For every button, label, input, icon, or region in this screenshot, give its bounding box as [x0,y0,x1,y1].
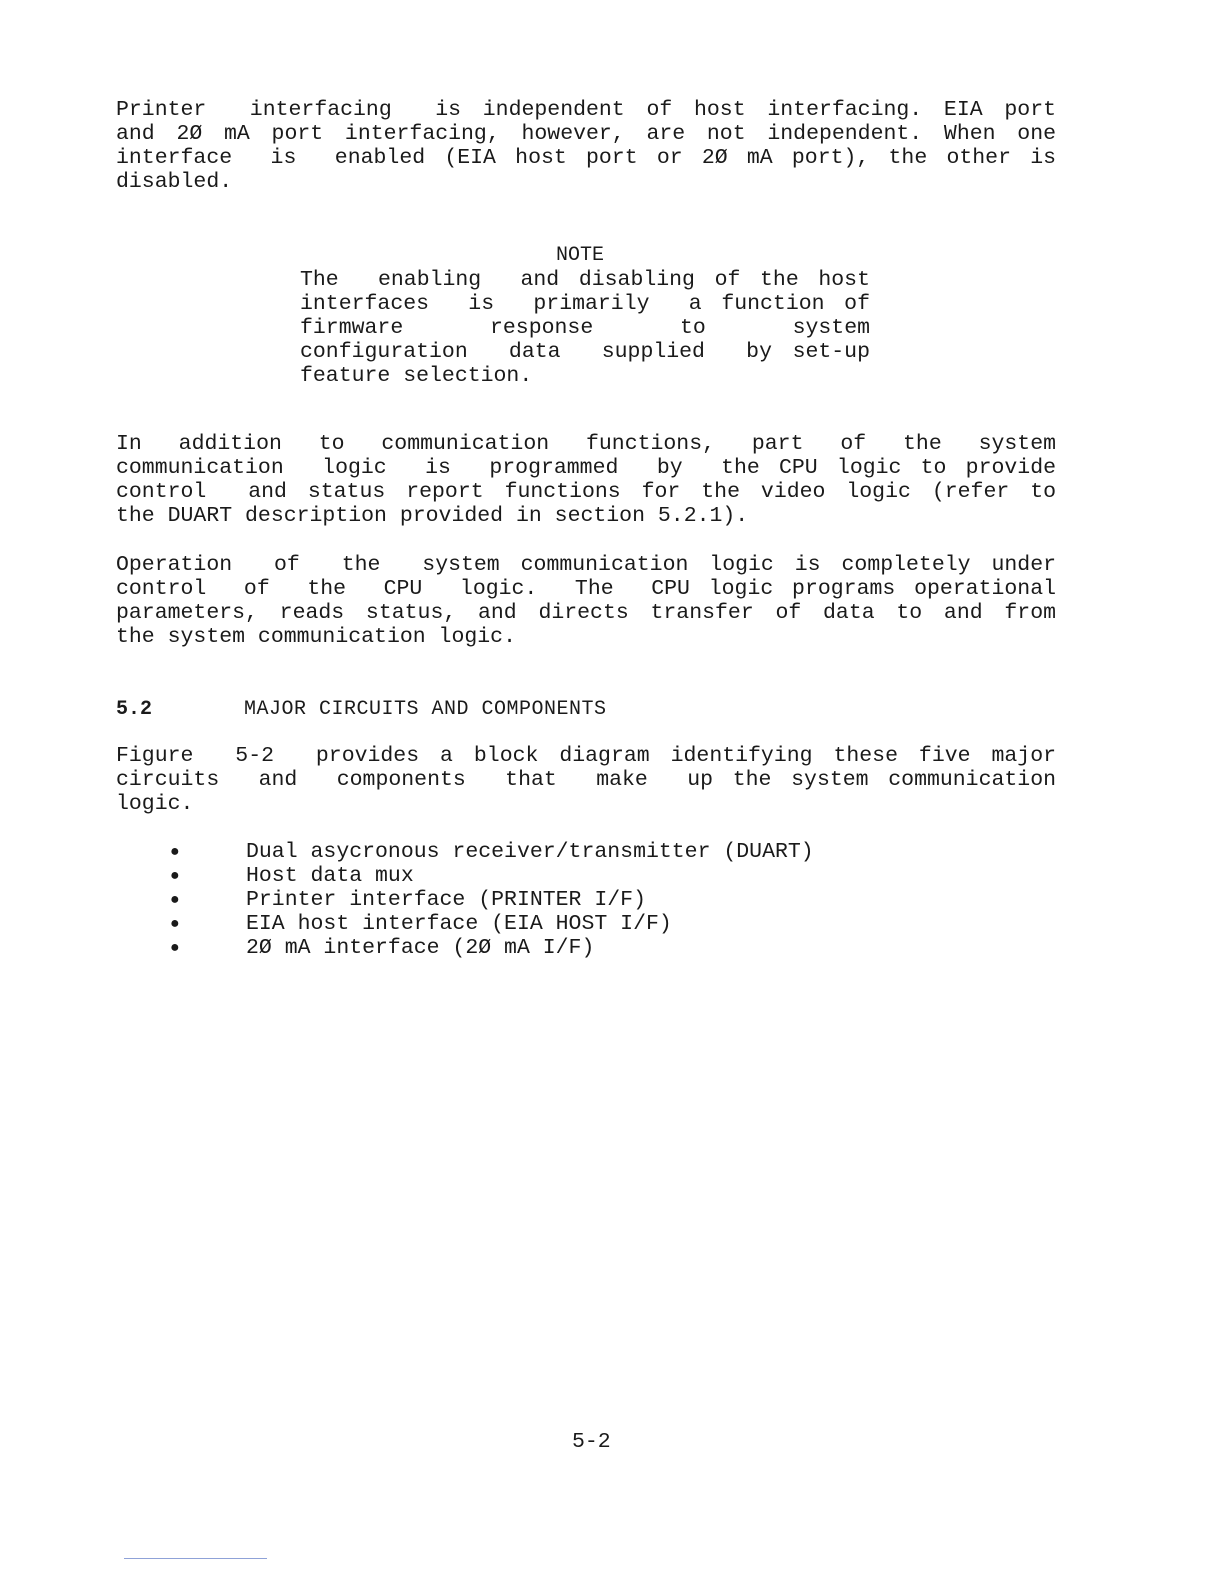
list-item [170,888,814,912]
bullet-icon: ● [170,891,180,909]
footer-rule [124,1558,267,1559]
paragraph-figure-reference [116,744,1056,816]
component-list [170,840,814,960]
section-heading [116,698,607,722]
note-line: The enabling and disabling of the host [300,268,870,292]
list-item-text: Host data mux [246,864,414,888]
bullet-icon: ● [170,867,180,885]
list-item-text: 2Ø mA interface (2Ø mA I/F) [246,936,595,960]
bullet-icon: ● [170,939,180,957]
note-line: configuration data supplied by set-up [300,340,870,364]
text-line: In addition to communication functions, part of the system [116,432,1056,456]
text-line: logic. [116,792,194,816]
text-line: Printer interfacing is independent of host interfacing. EIA port [116,98,1056,122]
list-item [170,864,814,888]
text-line: circuits and components that make up the system communication [116,768,1056,792]
text-line: the DUART description provided in section 5.2.1). [116,504,749,528]
paragraph-operation [116,553,1056,649]
list-item [170,912,814,936]
text-line: parameters, reads status, and directs transfer of data to and from [116,601,1056,625]
text-line: Figure 5-2 provides a block diagram identifying these five major [116,744,1056,768]
section-number: 5.2 [116,698,153,721]
note-line: interfaces is primarily a function of [300,292,870,316]
text-line: control and status report functions for the video logic (refer to [116,480,1056,504]
page-number: 5-2 [572,1430,611,1454]
text-line: disabled. [116,170,233,194]
text-line: the system communication logic. [116,625,516,649]
section-title: MAJOR CIRCUITS AND COMPONENTS [244,698,607,721]
text-line: control of the CPU logic. The CPU logic programs operational [116,577,1056,601]
note-line: feature selection. [300,364,533,388]
note-body [300,268,870,388]
bullet-icon: ● [170,843,180,861]
list-item-text: EIA host interface (EIA HOST I/F) [246,912,672,936]
list-item [170,936,814,960]
note-line: firmware response to system [300,316,870,340]
text-line: communication logic is programmed by the CPU logic to provide [116,456,1056,480]
bullet-icon: ● [170,915,180,933]
list-item-text: Printer interface (PRINTER I/F) [246,888,646,912]
text-line: Operation of the system communication logic is completely under [116,553,1056,577]
paragraph-communication-functions [116,432,1056,528]
note-title: NOTE [556,244,605,267]
text-line: interface is enabled (EIA host port or 2Ø mA port), the other is [116,146,1056,170]
paragraph-printer-interfacing [116,98,1056,194]
text-line: and 2Ø mA port interfacing, however, are not independent. When one [116,122,1056,146]
list-item-text: Dual asycronous receiver/transmitter (DUART) [246,840,814,864]
list-item [170,840,814,864]
